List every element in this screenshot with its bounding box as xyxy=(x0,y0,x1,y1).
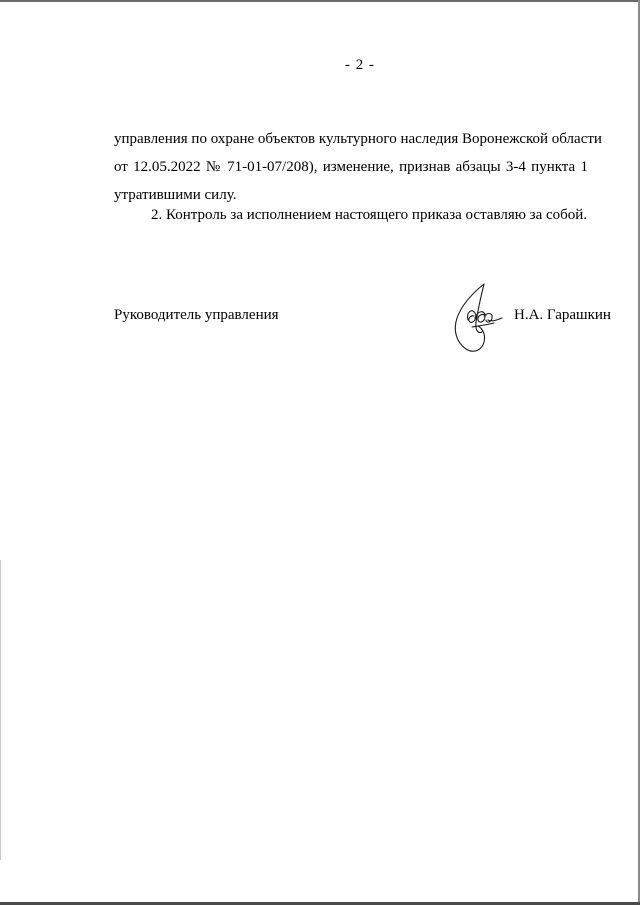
signatory-title: Руководитель управления xyxy=(114,307,279,323)
handwritten-signature-icon xyxy=(448,282,506,354)
scan-edge-top xyxy=(0,0,640,2)
paragraph-1-line-1: управления по охране объектов культурного наследия Воронежской области xyxy=(114,131,602,147)
paragraph-2: 2. Контроль за исполнением настоящего приказа оставляю за собой. xyxy=(151,207,588,223)
paragraph-1 xyxy=(114,125,602,209)
paragraph-1-line-2: от 12.05.2022 № 71-01-07/208), изменение, признав абзацы 3-4 пункта 1 xyxy=(114,159,588,175)
scan-edge-left xyxy=(0,560,1,860)
paragraph-1-line-3: утратившими силу. xyxy=(114,187,237,203)
signatory-name: Н.А. Гарашкин xyxy=(514,307,611,323)
page-number: - 2 - xyxy=(345,57,375,73)
